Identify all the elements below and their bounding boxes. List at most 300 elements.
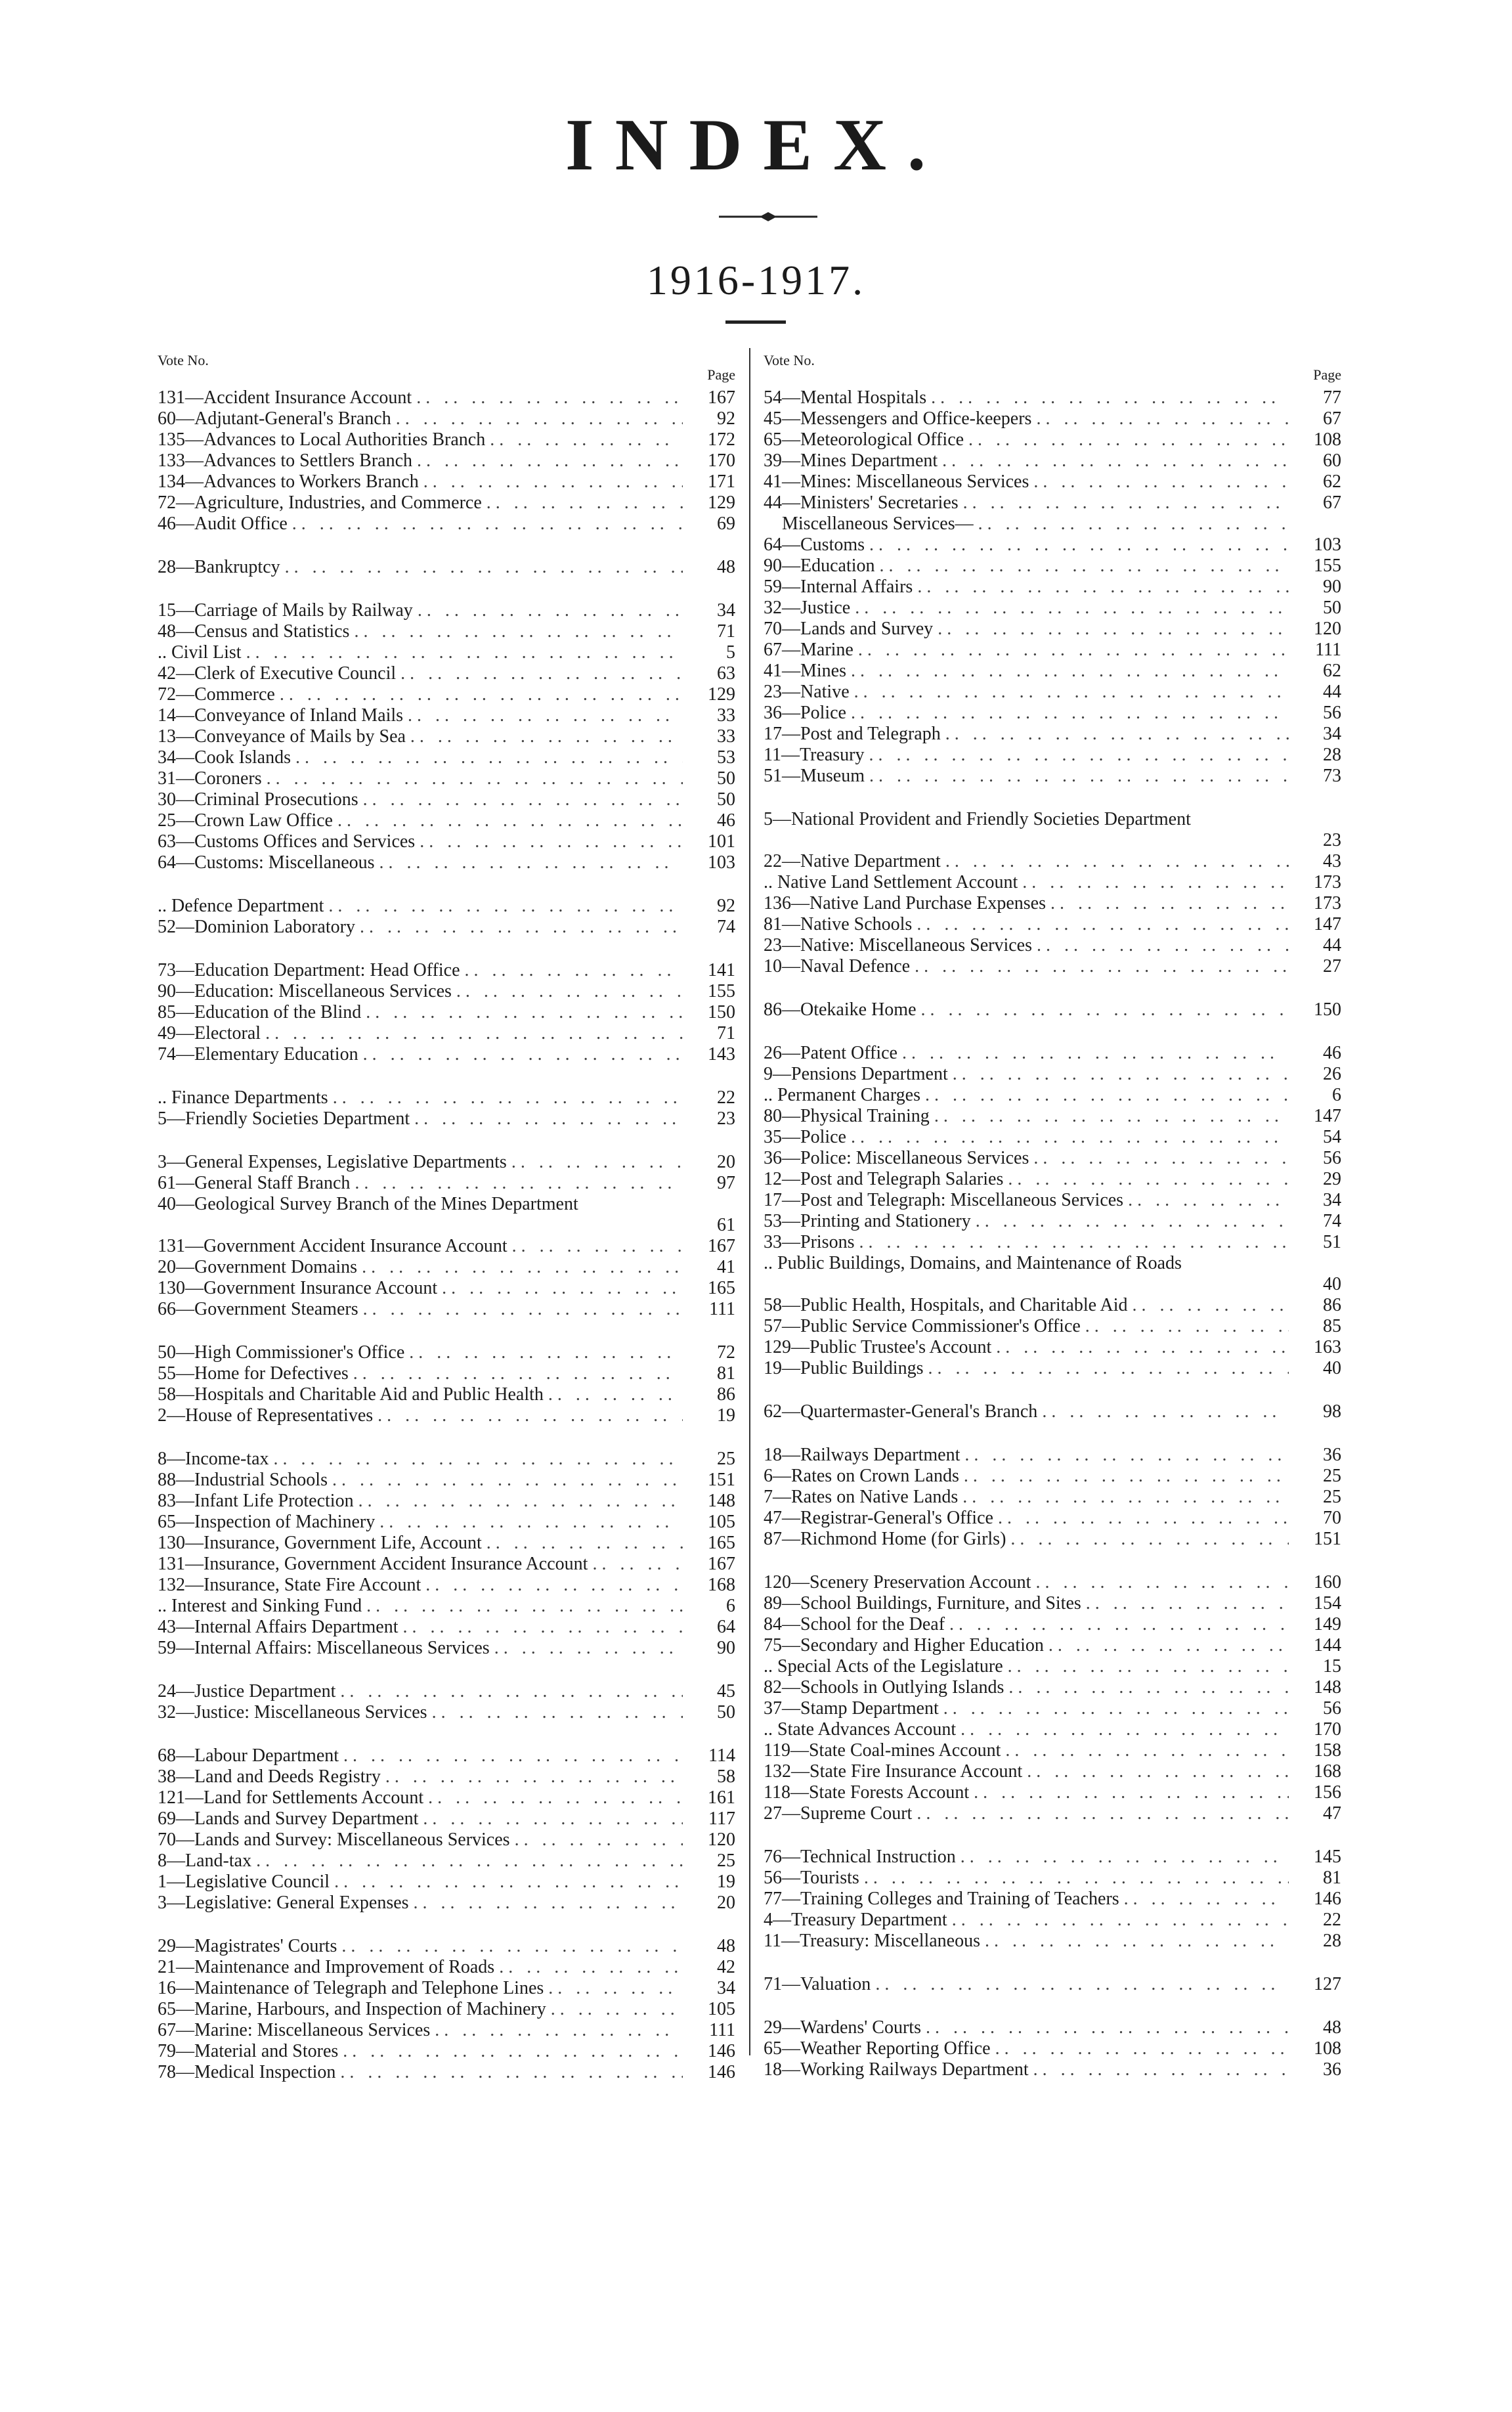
entry-title: 2—House of Representatives . . xyxy=(158,1405,683,1426)
entry-page: 167 xyxy=(708,1236,735,1256)
section-gap xyxy=(158,873,735,896)
index-entry xyxy=(158,1002,735,1023)
entry-title: 119—State Coal-mines Account . . xyxy=(764,1740,1289,1761)
entry-title: .. State Advances Account . . xyxy=(764,1719,1289,1740)
entry-page: 146 xyxy=(1314,1889,1341,1909)
entry-page: 54 xyxy=(1323,1127,1341,1147)
page-title: INDEX. xyxy=(565,104,947,186)
entry-page: 81 xyxy=(1323,1868,1341,1888)
index-entry xyxy=(764,1698,1341,1719)
index-entry xyxy=(764,450,1341,471)
entry-title: 19—Public Buildings . . xyxy=(764,1358,1289,1379)
entry-page: 167 xyxy=(708,387,735,408)
entry-title: 26—Patent Office . . xyxy=(764,1043,1289,1064)
index-entry xyxy=(158,600,735,621)
entry-page: 25 xyxy=(717,1449,735,1469)
ornament-rule xyxy=(719,210,817,223)
entry-page: 50 xyxy=(717,768,735,789)
entry-title: 36—Police . . xyxy=(764,703,1289,724)
entry-title: 87—Richmond Home (for Girls) . . xyxy=(764,1529,1289,1550)
entry-title: 31—Coroners . . xyxy=(158,768,683,789)
column-header xyxy=(158,348,735,387)
vote-header: Vote No. xyxy=(158,352,209,368)
index-entry xyxy=(764,1656,1341,1677)
entry-page: 28 xyxy=(1323,1931,1341,1951)
entry-page: 144 xyxy=(1314,1635,1341,1656)
entry-title: 8—Income-tax . . xyxy=(158,1449,683,1470)
index-entry xyxy=(158,1512,735,1533)
index-entry xyxy=(158,981,735,1002)
entry-page: 165 xyxy=(708,1533,735,1553)
index-entry xyxy=(764,493,1341,514)
entry-title: 73—Education Department: Head Office . . xyxy=(158,960,683,981)
index-entry xyxy=(158,471,735,493)
entry-title: 63—Customs Offices and Services . . xyxy=(158,831,683,852)
index-entry xyxy=(764,1487,1341,1508)
entry-title: 131—Insurance, Government Accident Insurance Account . . xyxy=(158,1554,683,1575)
entry-title: 22—Native Department . . xyxy=(764,851,1289,872)
index-entry xyxy=(764,1572,1341,1593)
entry-page: 40 xyxy=(1323,1358,1341,1378)
entry-title: 62—Quartermaster-General's Branch . . xyxy=(764,1401,1289,1422)
entry-page: 171 xyxy=(708,471,735,492)
entry-title: 118—State Forests Account . . xyxy=(764,1782,1289,1803)
entry-title: .. Special Acts of the Legislature . . xyxy=(764,1656,1289,1677)
entry-title: 59—Internal Affairs . . xyxy=(764,577,1289,598)
entry-page: 90 xyxy=(1323,577,1341,597)
index-entry xyxy=(764,809,1341,851)
entry-page: 69 xyxy=(717,514,735,534)
index-entry xyxy=(764,1803,1341,1824)
entry-title: 136—Native Land Purchase Expenses . . xyxy=(764,893,1289,914)
entry-page: 19 xyxy=(717,1405,735,1426)
entry-title: 33—Prisons . . xyxy=(764,1232,1289,1253)
entry-page: 146 xyxy=(708,2062,735,2082)
index-column-right xyxy=(764,348,1341,2080)
entry-page: 61 xyxy=(717,1215,735,1235)
index-entry xyxy=(764,1253,1341,1295)
index-entry xyxy=(158,810,735,831)
entry-title: 21—Maintenance and Improvement of Roads . . xyxy=(158,1957,683,1978)
entry-page: 129 xyxy=(708,493,735,513)
entry-title: 68—Labour Department . . xyxy=(158,1745,683,1766)
index-entry xyxy=(158,1702,735,1723)
entry-title: 61—General Staff Branch . . xyxy=(158,1173,683,1194)
entry-page: 43 xyxy=(1323,851,1341,871)
section-gap xyxy=(158,535,735,557)
entry-title: 3—General Expenses, Legislative Departments . . xyxy=(158,1152,683,1173)
entry-title: 41—Mines . . xyxy=(764,661,1289,682)
index-entry xyxy=(764,514,1341,535)
entry-page: 77 xyxy=(1323,387,1341,408)
entry-title: 20—Government Domains . . xyxy=(158,1257,683,1278)
index-entry xyxy=(158,2041,735,2062)
index-entry xyxy=(764,2059,1341,2080)
section-gap xyxy=(158,578,735,600)
entry-page: 46 xyxy=(717,810,735,831)
index-entry xyxy=(764,640,1341,661)
index-entry xyxy=(158,429,735,450)
entry-page: 150 xyxy=(708,1002,735,1022)
index-entry xyxy=(158,1257,735,1278)
index-entry xyxy=(158,1766,735,1787)
index-entry xyxy=(764,661,1341,682)
entry-title: 65—Marine, Harbours, and Inspection of Machinery . . xyxy=(158,1999,683,2020)
entry-title: 12—Post and Telegraph Salaries . . xyxy=(764,1169,1289,1190)
entry-title: 83—Infant Life Protection . . xyxy=(158,1491,683,1512)
index-entry xyxy=(158,1575,735,1596)
index-list-left xyxy=(158,387,735,2083)
entry-title: 134—Advances to Workers Branch . . xyxy=(158,471,683,493)
index-entry xyxy=(158,831,735,852)
index-entry xyxy=(764,745,1341,766)
entry-title: 56—Tourists . . xyxy=(764,1868,1289,1889)
index-entry xyxy=(764,1974,1341,1995)
entry-page: 22 xyxy=(717,1087,735,1108)
entry-page: 141 xyxy=(708,960,735,980)
index-entry xyxy=(764,556,1341,577)
entry-title: 23—Native: Miscellaneous Services . . xyxy=(764,935,1289,956)
entry-title: 42—Clerk of Executive Council . . xyxy=(158,663,683,684)
section-gap xyxy=(764,1995,1341,2017)
index-column-left xyxy=(158,348,735,2083)
entry-page: 34 xyxy=(1323,1190,1341,1210)
index-entry xyxy=(764,766,1341,787)
entry-page: 44 xyxy=(1323,682,1341,702)
index-entry xyxy=(158,1745,735,1766)
index-entry xyxy=(764,577,1341,598)
index-list-right xyxy=(764,387,1341,2080)
index-entry xyxy=(158,1278,735,1299)
entry-page: 173 xyxy=(1314,872,1341,892)
entry-page: 42 xyxy=(717,1957,735,1977)
entry-title: 58—Public Health, Hospitals, and Charitable Aid . . xyxy=(764,1295,1289,1316)
entry-title: 9—Pensions Department . . xyxy=(764,1064,1289,1085)
entry-title: 60—Adjutant-General's Branch . . xyxy=(158,408,683,429)
index-entry xyxy=(764,935,1341,956)
entry-title: 49—Electoral . . xyxy=(158,1023,683,1044)
section-gap xyxy=(158,1426,735,1449)
entry-page: 22 xyxy=(1323,1910,1341,1930)
entry-title: 17—Post and Telegraph . . xyxy=(764,724,1289,745)
index-entry xyxy=(764,914,1341,935)
index-entry xyxy=(158,1087,735,1108)
entry-title: 85—Education of the Blind . . xyxy=(158,1002,683,1023)
entry-title: 5—National Provident and Friendly Societies Department xyxy=(764,809,1191,829)
index-entry xyxy=(764,1593,1341,1614)
entry-title: 135—Advances to Local Authorities Branch . . xyxy=(158,429,683,450)
entry-page: 168 xyxy=(708,1575,735,1595)
index-entry xyxy=(764,1232,1341,1253)
entry-title: 132—State Fire Insurance Account . . xyxy=(764,1761,1289,1782)
index-entry xyxy=(158,1830,735,1851)
entry-page: 48 xyxy=(717,557,735,577)
entry-page: 71 xyxy=(717,621,735,642)
column-divider xyxy=(749,348,750,2055)
entry-page: 48 xyxy=(717,1936,735,1956)
section-gap xyxy=(158,1723,735,1745)
entry-title: 30—Criminal Prosecutions . . xyxy=(158,789,683,810)
entry-page: 50 xyxy=(717,1702,735,1722)
index-entry xyxy=(764,1358,1341,1379)
index-entry xyxy=(158,1596,735,1617)
section-gap xyxy=(158,1659,735,1681)
entry-page: 111 xyxy=(1315,640,1341,660)
entry-page: 25 xyxy=(1323,1466,1341,1486)
entry-page: 86 xyxy=(1323,1295,1341,1315)
entry-page: 108 xyxy=(1314,2038,1341,2059)
entry-title: 46—Audit Office . . xyxy=(158,514,683,535)
index-entry xyxy=(764,1337,1341,1358)
entry-page: 36 xyxy=(1323,2059,1341,2080)
index-entry xyxy=(158,1108,735,1129)
index-entry xyxy=(764,535,1341,556)
index-entry xyxy=(764,1782,1341,1803)
entry-title: 66—Government Steamers . . xyxy=(158,1299,683,1320)
section-gap xyxy=(158,1914,735,1936)
entry-title: 39—Mines Department . . xyxy=(764,450,1289,471)
entry-page: 40 xyxy=(1323,1274,1341,1294)
entry-page: 85 xyxy=(1323,1316,1341,1336)
entry-title: 84—School for the Deaf . . xyxy=(764,1614,1289,1635)
entry-page: 158 xyxy=(1314,1740,1341,1761)
entry-page: 33 xyxy=(717,726,735,747)
index-entry xyxy=(158,1194,735,1236)
entry-title: 51—Museum . . xyxy=(764,766,1289,787)
entry-title: 14—Conveyance of Inland Mails . . xyxy=(158,705,683,726)
index-entry xyxy=(764,1868,1341,1889)
page-header: Page xyxy=(1313,366,1341,383)
entry-title: 80—Physical Training . . xyxy=(764,1106,1289,1127)
entry-title: 53—Printing and Stationery . . xyxy=(764,1211,1289,1232)
index-entry xyxy=(764,1740,1341,1761)
entry-page: 168 xyxy=(1314,1761,1341,1782)
entry-page: 117 xyxy=(708,1809,735,1829)
index-entry xyxy=(764,1316,1341,1337)
entry-title: 28—Bankruptcy . . xyxy=(158,557,683,578)
entry-title: 64—Customs: Miscellaneous . . xyxy=(158,852,683,873)
entry-page: 103 xyxy=(1314,535,1341,555)
entry-title: 54—Mental Hospitals . . xyxy=(764,387,1289,408)
entry-page: 51 xyxy=(1323,1232,1341,1252)
entry-title: .. Interest and Sinking Fund . . xyxy=(158,1596,683,1617)
index-entry xyxy=(764,1127,1341,1148)
index-entry xyxy=(158,917,735,938)
index-entry xyxy=(158,896,735,917)
entry-page: 154 xyxy=(1314,1593,1341,1613)
entry-title: 37—Stamp Department . . xyxy=(764,1698,1289,1719)
index-entry xyxy=(158,1957,735,1978)
entry-title: 65—Meteorological Office . . xyxy=(764,429,1289,450)
entry-page: 45 xyxy=(717,1681,735,1701)
entry-page: 46 xyxy=(1323,1043,1341,1063)
entry-page: 148 xyxy=(708,1491,735,1511)
index-entry xyxy=(764,1445,1341,1466)
entry-page: 92 xyxy=(717,408,735,429)
entry-page: 86 xyxy=(717,1384,735,1405)
entry-page: 149 xyxy=(1314,1614,1341,1634)
entry-title: 89—School Buildings, Furniture, and Sites . . xyxy=(764,1593,1289,1614)
index-entry xyxy=(158,960,735,981)
index-entry xyxy=(158,514,735,535)
index-entry xyxy=(158,789,735,810)
index-entry xyxy=(158,493,735,514)
entry-title: 55—Home for Defectives . . xyxy=(158,1363,683,1384)
entry-page: 19 xyxy=(717,1872,735,1892)
entry-title: 18—Railways Department . . xyxy=(764,1445,1289,1466)
index-entry xyxy=(158,1554,735,1575)
index-entry xyxy=(764,1910,1341,1931)
section-gap xyxy=(764,977,1341,999)
index-entry xyxy=(158,2020,735,2041)
index-entry xyxy=(158,1044,735,1065)
entry-title: 5—Friendly Societies Department . . xyxy=(158,1108,683,1129)
index-entry xyxy=(158,1152,735,1173)
entry-page: 67 xyxy=(1323,408,1341,429)
entry-page: 90 xyxy=(717,1638,735,1658)
entry-page: 151 xyxy=(1314,1529,1341,1549)
entry-title: 7—Rates on Native Lands . . xyxy=(764,1487,1289,1508)
entry-page: 143 xyxy=(708,1044,735,1064)
index-entry xyxy=(764,999,1341,1020)
index-entry xyxy=(158,2062,735,2083)
entry-page: 170 xyxy=(708,450,735,471)
entry-page: 67 xyxy=(1323,493,1341,513)
index-entry xyxy=(158,1023,735,1044)
index-entry xyxy=(764,1106,1341,1127)
entry-page: 170 xyxy=(1314,1719,1341,1740)
entry-title: 24—Justice Department . . xyxy=(158,1681,683,1702)
index-entry xyxy=(764,872,1341,893)
index-entry xyxy=(158,726,735,747)
index-entry xyxy=(764,408,1341,429)
entry-title: Miscellaneous Services— . . xyxy=(764,514,1289,535)
entry-title: 72—Commerce . . xyxy=(158,684,683,705)
entry-page: 64 xyxy=(717,1617,735,1637)
section-gap xyxy=(764,1379,1341,1401)
entry-page: 74 xyxy=(1323,1211,1341,1231)
entry-page: 58 xyxy=(717,1766,735,1787)
index-entry xyxy=(158,1681,735,1702)
entry-title: 79—Material and Stores . . xyxy=(158,2041,683,2062)
index-entry xyxy=(764,1889,1341,1910)
entry-page: 36 xyxy=(1323,1445,1341,1465)
entry-page: 62 xyxy=(1323,471,1341,492)
entry-title: 67—Marine . . xyxy=(764,640,1289,661)
year-heading: 1916-1917. xyxy=(646,257,866,303)
entry-title: 130—Government Insurance Account . . xyxy=(158,1278,683,1299)
index-entry xyxy=(764,1719,1341,1740)
entry-page: 53 xyxy=(717,747,735,768)
index-entry xyxy=(764,1847,1341,1868)
entry-title: 65—Weather Reporting Office . . xyxy=(764,2038,1289,2059)
divider-rule xyxy=(725,320,786,324)
index-entry xyxy=(158,1405,735,1426)
entry-page: 111 xyxy=(709,2020,735,2040)
index-entry xyxy=(764,619,1341,640)
entry-title: 18—Working Railways Department . . xyxy=(764,2059,1289,2080)
entry-page: 50 xyxy=(1323,598,1341,618)
entry-title: .. Civil List . . xyxy=(158,642,683,663)
index-entry xyxy=(764,1677,1341,1698)
entry-title: .. Defence Department . . xyxy=(158,896,683,917)
entry-title: 133—Advances to Settlers Branch . . xyxy=(158,450,683,471)
entry-page: 127 xyxy=(1314,1974,1341,1994)
entry-title: 11—Treasury: Miscellaneous . . xyxy=(764,1931,1289,1952)
entry-title: .. Permanent Charges . . xyxy=(764,1085,1289,1106)
entry-title: 59—Internal Affairs: Miscellaneous Services . . xyxy=(158,1638,683,1659)
entry-page: 25 xyxy=(717,1851,735,1871)
entry-page: 23 xyxy=(717,1108,735,1129)
index-entry xyxy=(158,1617,735,1638)
entry-title: .. Native Land Settlement Account . . xyxy=(764,872,1289,893)
entry-title: 52—Dominion Laboratory . . xyxy=(158,917,683,938)
entry-page: 56 xyxy=(1323,1148,1341,1168)
entry-title: 120—Scenery Preservation Account . . xyxy=(764,1572,1289,1593)
entry-page: 155 xyxy=(708,981,735,1001)
index-entry xyxy=(158,1978,735,1999)
index-entry xyxy=(158,642,735,663)
entry-page: 70 xyxy=(1323,1508,1341,1528)
entry-title: 10—Naval Defence . . xyxy=(764,956,1289,977)
index-entry xyxy=(764,1064,1341,1085)
entry-page: 145 xyxy=(1314,1847,1341,1867)
entry-page: 111 xyxy=(709,1299,735,1319)
index-entry xyxy=(764,703,1341,724)
entry-page: 120 xyxy=(708,1830,735,1850)
entry-title: 44—Ministers' Secretaries . . xyxy=(764,493,1289,514)
section-gap xyxy=(764,1952,1341,1974)
entry-title: 131—Accident Insurance Account . . xyxy=(158,387,683,408)
entry-page: 20 xyxy=(717,1152,735,1172)
entry-title: 67—Marine: Miscellaneous Services . . xyxy=(158,2020,683,2041)
entry-title: 17—Post and Telegraph: Miscellaneous Services . . xyxy=(764,1190,1289,1211)
entry-title: 78—Medical Inspection . . xyxy=(158,2062,683,2083)
index-entry xyxy=(764,851,1341,872)
entry-page: 34 xyxy=(717,600,735,621)
entry-page: 172 xyxy=(708,429,735,450)
entry-title: 47—Registrar-General's Office . . xyxy=(764,1508,1289,1529)
entry-title: 90—Education . . xyxy=(764,556,1289,577)
entry-title: 131—Government Accident Insurance Account . . xyxy=(158,1236,683,1257)
section-gap xyxy=(158,1320,735,1342)
entry-page: 20 xyxy=(717,1893,735,1913)
entry-page: 6 xyxy=(1332,1085,1341,1105)
entry-page: 25 xyxy=(1323,1487,1341,1507)
entry-page: 34 xyxy=(1323,724,1341,744)
entry-page: 105 xyxy=(708,1999,735,2019)
index-entry xyxy=(764,1635,1341,1656)
entry-page: 62 xyxy=(1323,661,1341,681)
entry-title: .. Public Buildings, Domains, and Maintenance of Roads xyxy=(764,1253,1182,1273)
entry-page: 98 xyxy=(1323,1401,1341,1422)
index-entry xyxy=(764,1614,1341,1635)
entry-page: 81 xyxy=(717,1363,735,1384)
entry-title: 86—Otekaike Home . . xyxy=(764,999,1289,1020)
index-entry xyxy=(764,471,1341,493)
index-entry xyxy=(764,893,1341,914)
entry-title: 57—Public Service Commissioner's Office . . xyxy=(764,1316,1289,1337)
index-entry xyxy=(764,387,1341,408)
entry-page: 47 xyxy=(1323,1803,1341,1824)
entry-page: 71 xyxy=(717,1023,735,1043)
index-entry xyxy=(158,1236,735,1257)
index-entry xyxy=(764,956,1341,977)
entry-title: 8—Land-tax . . xyxy=(158,1851,683,1872)
index-entry xyxy=(764,1085,1341,1106)
index-entry xyxy=(158,1936,735,1957)
entry-title: 82—Schools in Outlying Islands . . xyxy=(764,1677,1289,1698)
